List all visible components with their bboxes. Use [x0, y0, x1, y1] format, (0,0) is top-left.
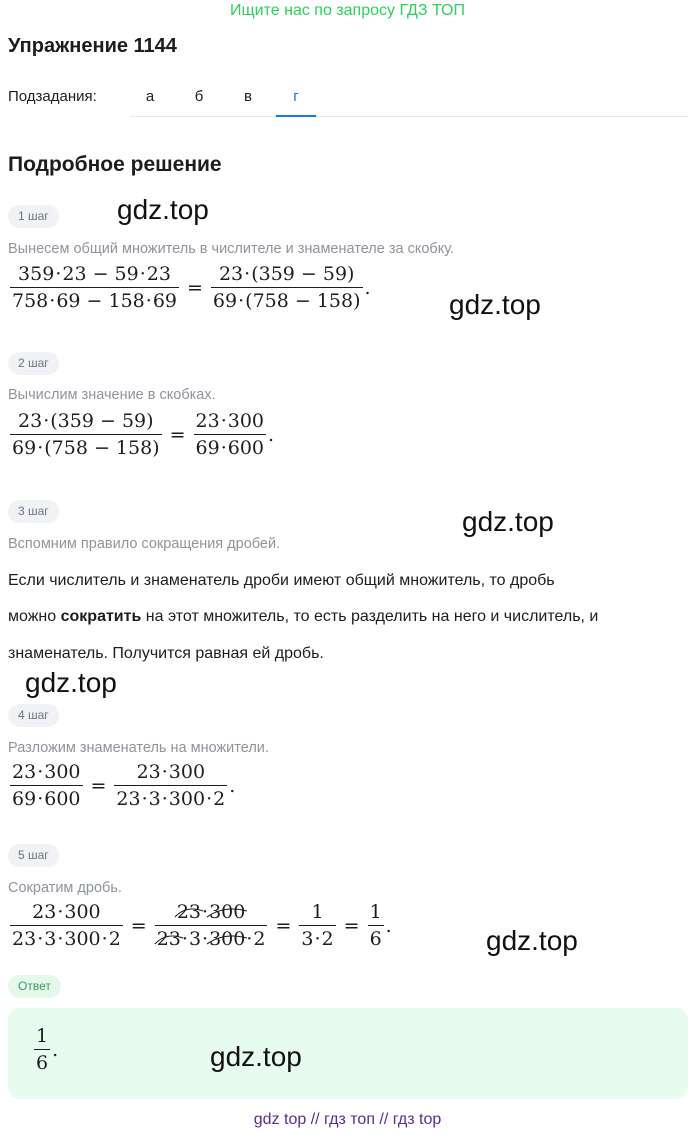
step-hint: Вычислим значение в скобках. [8, 387, 216, 403]
subtasks-nav [8, 86, 688, 118]
tab-b[interactable]: б [194, 88, 204, 105]
tab-g[interactable]: г [276, 86, 316, 117]
watermark: gdz.top [210, 1041, 302, 1072]
watermark: gdz.top [117, 194, 209, 225]
keyword-reduce: сократить [60, 608, 142, 625]
step-badge: 4 шаг [8, 704, 59, 727]
answer-box [8, 1008, 688, 1099]
rule-text-line: можно сократить на этот множитель, то есть разделить на него и числитель, и [8, 608, 599, 625]
tab-a[interactable]: а [145, 88, 155, 105]
step-hint: Сократим дробь. [8, 880, 122, 896]
tab-v[interactable]: в [244, 88, 252, 105]
step-badge: 2 шаг [8, 352, 59, 375]
footer-links[interactable]: gdz top // гдз топ // гдз top [253, 1111, 442, 1128]
math-expression: $\frac{23\cdot 300}{23\cdot 3\cdot 300\cdot 2}$ = 23 ·300 23 ·3·300 ·2 = $\frac{1}{3\cdot 2}$ = $\frac{1}{6}$ . [12, 901, 392, 950]
step-hint: Вспомним правило сокращения дробей. [8, 536, 281, 552]
watermark: gdz.top [486, 925, 578, 956]
step-hint: Вынесем общий множитель в числителе и знаменателе за скобку. [8, 241, 455, 257]
rule-text-line: знаменатель. Получится равная ей дробь. [8, 645, 324, 662]
cancel-stroke: 300 [209, 901, 246, 923]
math-expression: $\frac{359\cdot 23 - 59\cdot 23}{758\cdot 69 - 158\cdot 69}$ = $\frac{23\cdot(359 - 59)}{69\cdot(758 - 158)}$ . [12, 263, 371, 312]
watermark: gdz.top [449, 289, 541, 320]
subtasks-label: Подзадания: [8, 88, 97, 105]
page-title: Упражнение 1144 [8, 35, 177, 57]
answer-value: $\frac{1}{6}$ . [36, 1025, 59, 1074]
rule-text-line: Если числитель и знаменатель дроби имеют общий множитель, то дробь [8, 572, 555, 589]
step-hint: Разложим знаменатель на множители. [8, 740, 269, 756]
math-expression: $\frac{23\cdot(359 - 59)}{69\cdot(758 - 158)}$ = $\frac{23\cdot 300}{69\cdot 600}$ . [12, 410, 275, 459]
watermark: gdz.top [462, 506, 554, 537]
cancel-stroke: 23 [156, 928, 181, 950]
promo-banner: Ищите нас по запросу ГДЗ ТОП [230, 2, 465, 19]
math-expression: $\frac{23\cdot 300}{69\cdot 600}$ = $\frac{23\cdot 300}{23\cdot 3\cdot 300\cdot 2}$ . [12, 761, 236, 810]
cancel-stroke: 23 [176, 901, 202, 923]
cancel-stroke: 300 [209, 928, 246, 950]
step-badge: 3 шаг [8, 500, 59, 523]
step-badge: 5 шаг [8, 844, 59, 867]
step-badge: 1 шаг [8, 205, 59, 228]
answer-badge: Ответ [8, 975, 61, 998]
watermark: gdz.top [25, 667, 117, 698]
section-title: Подробное решение [8, 153, 222, 176]
